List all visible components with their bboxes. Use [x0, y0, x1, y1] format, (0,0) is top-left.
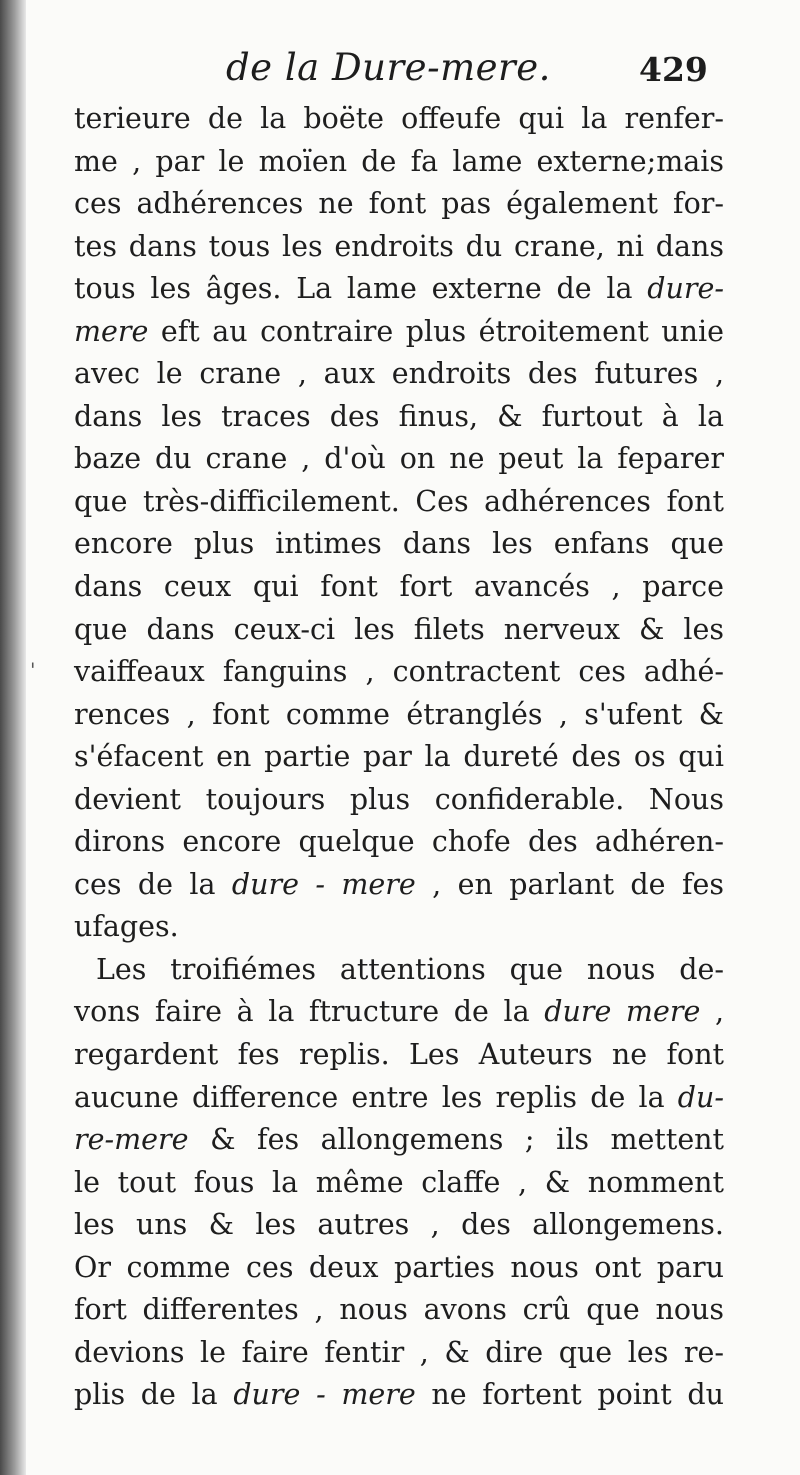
scan-edge-shadow [0, 0, 26, 1475]
text-line [74, 1034, 724, 1077]
text-line [74, 821, 724, 864]
text-line [74, 1204, 724, 1247]
italic-term: dure- [647, 272, 724, 306]
text-run: ces de la [74, 867, 232, 901]
text-line [74, 98, 724, 141]
text-run: rences , font comme étranglés , s'ufent & [74, 697, 724, 731]
text-run: aucune difference entre les replis de la [74, 1080, 678, 1114]
text-line [74, 311, 724, 354]
body-text [74, 98, 724, 1417]
text-line [74, 736, 724, 779]
margin-mark: ' [30, 658, 36, 682]
text-run: s'éfacent en partie par la dureté des os qui [74, 740, 724, 774]
text-line [74, 1289, 724, 1332]
text-run: , [700, 995, 725, 1029]
text-line [74, 991, 724, 1034]
text-run: Les troifiémes attentions que nous de- [96, 952, 724, 986]
text-run: ufages. [74, 910, 179, 944]
text-run: avec le crane , aux endroits des futures , [74, 357, 724, 391]
text-line [74, 226, 724, 269]
text-run: regardent fes replis. Les Auteurs ne font [74, 1038, 724, 1072]
text-line [74, 141, 724, 184]
text-run: dans les traces des finus, & furtout à la [74, 399, 724, 433]
text-run: devient toujours plus confiderable. Nous [74, 782, 724, 816]
text-run: les uns & les autres , des allongemens. [74, 1208, 724, 1242]
text-run: le tout fous la même claffe , & nomment [74, 1165, 724, 1199]
text-run: ne fortent point du [415, 1378, 725, 1412]
text-run: tes dans tous les endroits du crane, ni dans [74, 229, 724, 263]
text-run: dirons encore quelque chofe des adhéren- [74, 825, 724, 859]
text-run: que dans ceux-ci les filets nerveux & les [74, 612, 724, 646]
text-run: tous les âges. La lame externe de la [74, 272, 648, 306]
text-run: & fes allongemens ; ils mettent [188, 1123, 724, 1157]
text-run: baze du crane , d'où on ne peut la feparer [74, 442, 724, 476]
text-run: dans ceux qui font fort avancés , parce [74, 570, 724, 604]
italic-term: dure - mere [231, 867, 416, 901]
page-number: 429 [639, 50, 708, 89]
italic-term: du- [677, 1080, 724, 1114]
text-line [74, 1374, 724, 1417]
text-line [74, 864, 724, 907]
text-line [74, 609, 724, 652]
text-line [74, 481, 724, 524]
text-line [74, 779, 724, 822]
italic-term: dure - mere [233, 1378, 416, 1412]
italic-term: dure mere [544, 995, 701, 1029]
text-line [74, 396, 724, 439]
text-run: Or comme ces deux parties nous ont paru [74, 1250, 724, 1284]
italic-term: re-mere [74, 1123, 189, 1157]
text-run: fort differentes , nous avons crû que nous [74, 1293, 724, 1327]
text-line [74, 523, 724, 566]
text-run: que très-difficilement. Ces adhérences font [74, 484, 724, 518]
text-line [74, 949, 724, 992]
text-line [74, 268, 724, 311]
text-line [74, 906, 724, 949]
text-line [74, 1162, 724, 1205]
text-line [74, 1247, 724, 1290]
text-run: me , par le moïen de fa lame externe;mais [74, 144, 724, 178]
text-line [74, 566, 724, 609]
text-run: encore plus intimes dans les enfans que [74, 527, 724, 561]
text-run: terieure de la boëte offeufe qui la renfer- [74, 102, 724, 135]
running-title: de la Dure-mere. [226, 46, 551, 89]
text-run: , en parlant de fes [415, 867, 724, 901]
text-line [74, 183, 724, 226]
text-line [74, 438, 724, 481]
italic-term: mere [74, 314, 149, 348]
text-run: plis de la [74, 1378, 234, 1412]
text-line [74, 694, 724, 737]
text-run: devions le faire fentir , & dire que les re- [74, 1335, 724, 1369]
text-line [74, 1077, 724, 1120]
text-run: ces adhérences ne font pas également for- [74, 187, 724, 221]
text-line [74, 651, 724, 694]
text-run: eft au contraire plus étroitement unie [148, 314, 724, 348]
text-line [74, 1119, 724, 1162]
text-run: vons faire à la ftructure de la [74, 995, 545, 1029]
text-run: vaiffeaux fanguins , contractent ces adhé- [74, 655, 724, 689]
text-line [74, 1332, 724, 1375]
page-surface [26, 0, 800, 1475]
text-line [74, 353, 724, 396]
